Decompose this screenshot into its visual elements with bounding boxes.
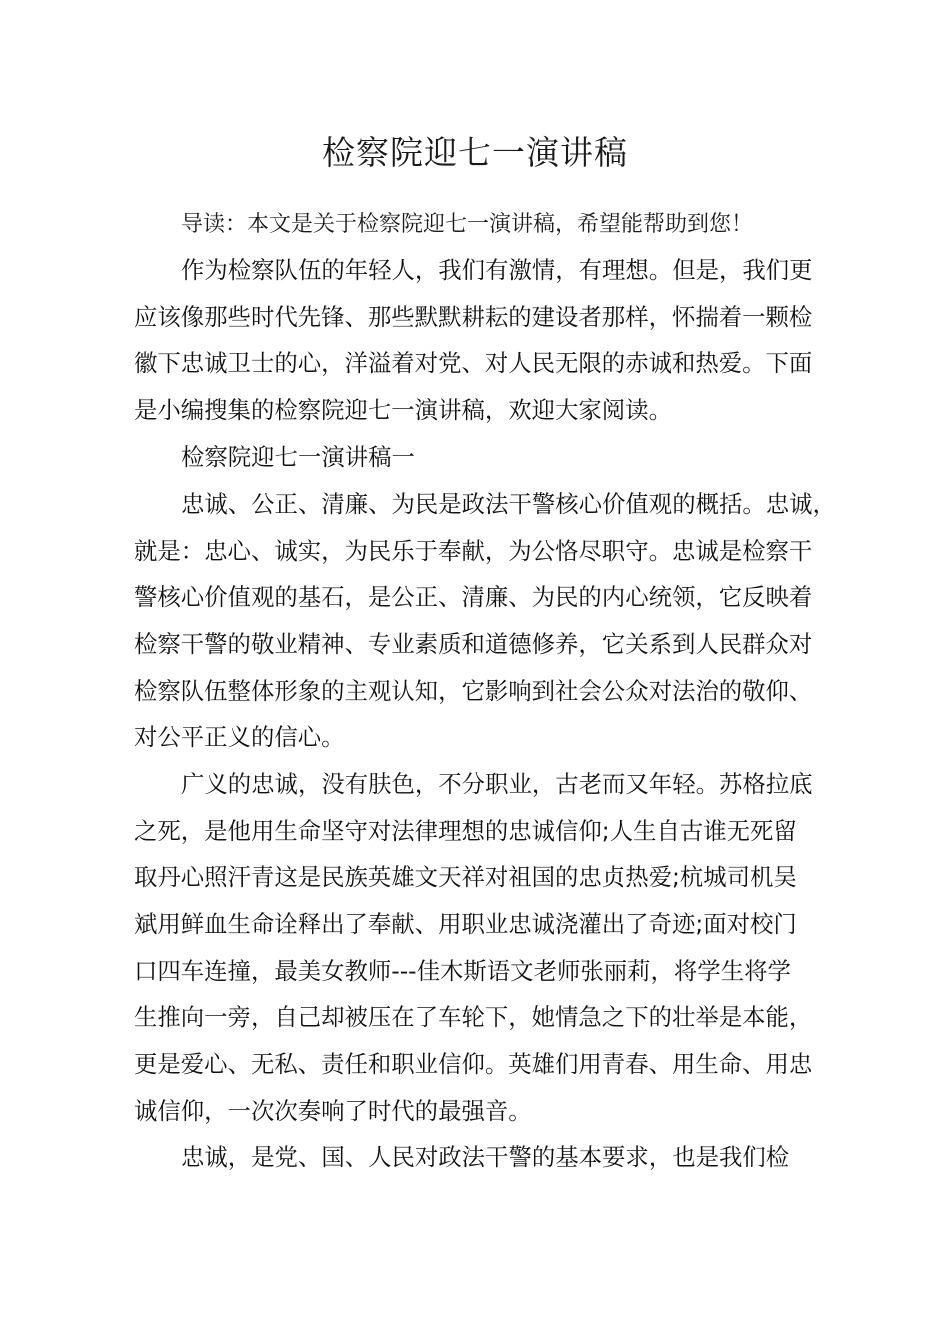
section-heading: 检察院迎七一演讲稿一 xyxy=(181,443,415,471)
lead-paragraph: 导读：本文是关于检察院迎七一演讲稿，希望能帮助到您！ xyxy=(181,212,754,237)
paragraph-line: 对公平正义的信心。 xyxy=(134,723,345,752)
paragraph-broad-loyalty xyxy=(134,761,834,1135)
paragraph-intro xyxy=(134,247,834,434)
paragraph-line: 取丹心照汗青这是民族英雄文天祥对祖国的忠贞热爱;杭城司机吴 xyxy=(134,863,797,892)
paragraph-line: 徽下忠诚卫士的心，洋溢着对党、对人民无限的赤诚和热爱。下面 xyxy=(134,349,813,378)
paragraph-line: 之死，是他用生命坚守对法律理想的忠诚信仰;人生自古谁无死留 xyxy=(134,816,797,845)
paragraph-line: 是小编搜集的检察院迎七一演讲稿，欢迎大家阅读。 xyxy=(134,396,672,425)
section-heading-block xyxy=(134,434,834,481)
paragraph-line: 忠诚，是党、国、人民对政法干警的基本要求，也是我们检 xyxy=(181,1143,790,1171)
paragraph-line: 就是：忠心、诚实，为民乐于奉献，为公恪尽职守。忠诚是检察干 xyxy=(134,536,813,565)
paragraph-line: 诚信仰，一次次奏响了时代的最强音。 xyxy=(134,1096,532,1125)
paragraph-basic-requirement xyxy=(134,1134,834,1181)
paragraph-line: 广义的忠诚，没有肤色，不分职业，古老而又年轻。苏格拉底 xyxy=(181,770,813,798)
paragraph-line: 应该像那些时代先锋、那些默默耕耘的建设者那样，怀揣着一颗检 xyxy=(134,302,813,331)
paragraph-line: 警核心价值观的基石，是公正、清廉、为民的内心统领，它反映着 xyxy=(134,583,813,612)
paragraph-line: 更是爱心、无私、责任和职业信仰。英雄们用青春、用生命、用忠 xyxy=(134,1050,813,1079)
paragraph-line: 口四车连撞，最美女教师---佳木斯语文老师张丽莉，将学生将学 xyxy=(134,956,791,985)
paragraph-line: 检察干警的敬业精神、专业素质和道德修养，它关系到人民群众对 xyxy=(134,630,813,659)
paragraph-line: 忠诚、公正、清廉、为民是政法干警核心价值观的概括。忠诚， xyxy=(181,490,836,518)
paragraph-line: 检察队伍整体形象的主观认知，它影响到社会公众对法治的敬仰、 xyxy=(134,676,813,705)
paragraph-line: 作为检察队伍的年轻人，我们有激情，有理想。但是，我们更 xyxy=(181,256,813,284)
document-title: 检察院迎七一演讲稿 xyxy=(322,133,628,172)
paragraph-loyalty-definition xyxy=(134,481,834,761)
paragraph-line: 斌用鲜血生命诠释出了奉献、用职业忠诚浇灌出了奇迹;面对校门 xyxy=(134,910,797,939)
paragraph-line: 生推向一旁，自己却被压在了车轮下，她情急之下的壮举是本能， xyxy=(134,1003,813,1032)
